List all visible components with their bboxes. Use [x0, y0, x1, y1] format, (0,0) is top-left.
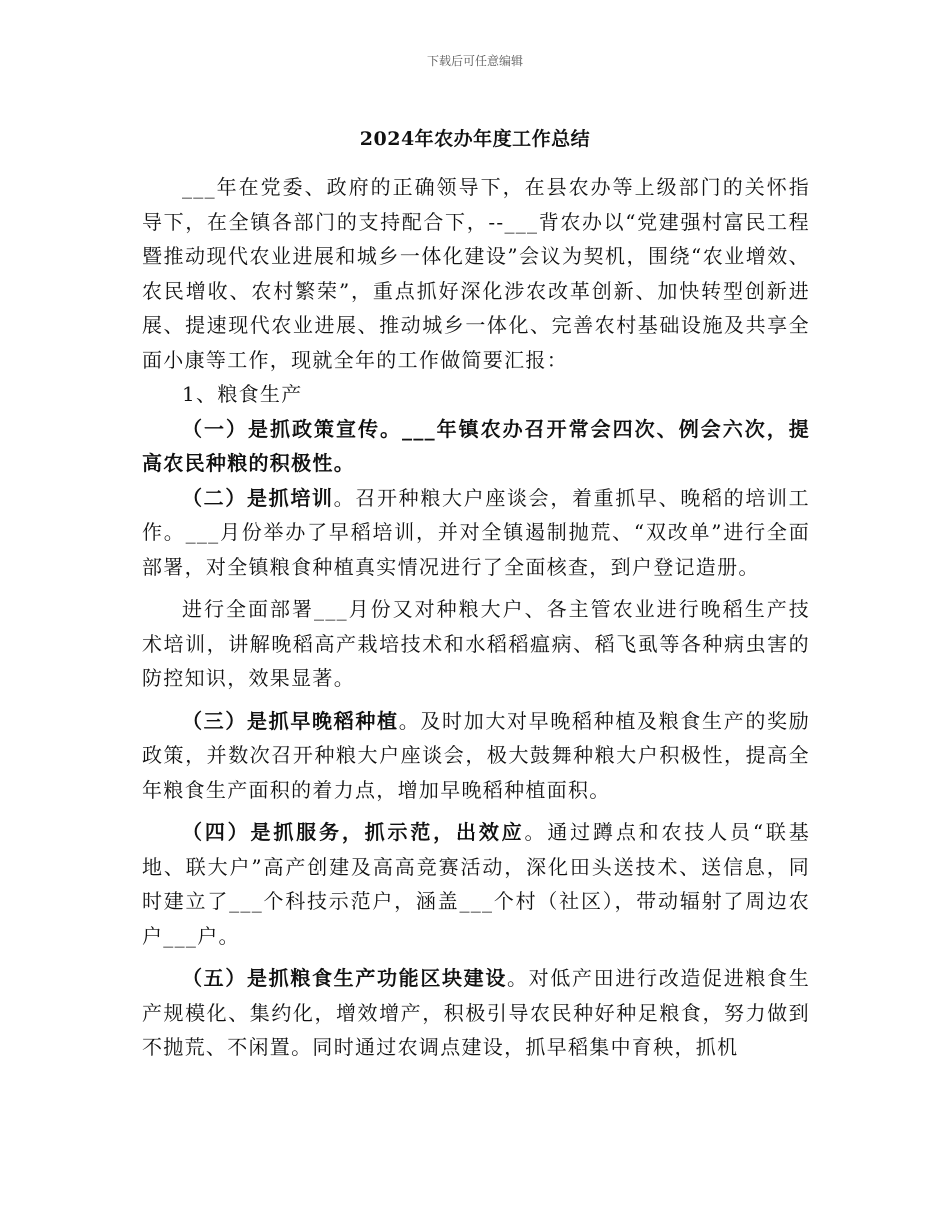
item-text: 。对低产田进行改造促进粮食生产规模化、集约化，增效增产，积极引导农民种好种足粮食，努力做到不抛荒、不闲置。同时通过农调点建设，抓早稻集中育秧，抓机 [142, 966, 810, 1059]
item-training-continued: 进行全面部署___月份又对种粮大户、各主管农业进行晚稻生产技术培训，讲解晚稻高产栽培技术和水稻稻瘟病、稻飞虱等各种病虫害的防控知识，效果显著。 [142, 597, 810, 690]
item-text: 。及时加大对早晚稻种植及粮食生产的奖励政策，并数次召开种粮大户座谈会，极大鼓舞种粮大户积极性，提高全年粮食生产面积的着力点，增加早晚稻种植面积。 [142, 708, 811, 802]
document-body [142, 170, 810, 1065]
item-lead: （一）是抓政策宣传。 [182, 416, 403, 441]
item-text: 。通过蹲点和农技人员“联基地、联大户”高产创建及高高竞赛活动，深化田头送技术、送信息，同时建立了___个科技示范户，涵盖___个村（社区），带动辐射了周边农户___户。 [142, 820, 811, 948]
item-rice-planting [142, 704, 810, 808]
item-lead: （三）是抓早晚稻种植 [182, 708, 399, 733]
item-policy-promotion [142, 412, 810, 481]
item-training [142, 481, 810, 585]
intro-paragraph: ___年在党委、政府的正确领导下，在县农办等上级部门的关怀指导下，在全镇各部门的支持配合下，--___背农办以“党建强村富民工程暨推动现代农业进展和城乡一体化建设”会议为契机，围绕“农业增效、农民增收、农村繁荣”，重点抓好深化涉农改革创新、加快转型创新进展、提速现代农业进展、推动城乡一体化、完善农村基础设施及共享全面小康等工作，现就全年的工作做简要汇报： [142, 175, 810, 372]
item-lead: （四）是抓服务，抓示范，出效应 [182, 820, 525, 844]
section-heading-grain-production: 1、粮食生产 [182, 382, 303, 406]
item-text: ___年镇农办召开常会四次、例会六次，提高农民种粮的积极性。 [142, 416, 811, 475]
item-text: 。召开种粮大户座谈会，着重抓早、晚稻的培训工作。___月份举办了早稻培训，并对全镇遏制抛荒、“双改单”进行全面部署，对全镇粮食种植真实情况进行了全面核查，到户登记造册。 [142, 485, 810, 579]
item-lead: （二）是抓培训 [182, 485, 334, 510]
document-title: 2024年农办年度工作总结 [359, 128, 591, 150]
header-note: 下载后可任意编辑 [426, 54, 523, 68]
item-functional-zone [142, 961, 810, 1065]
item-service-demonstration [142, 815, 810, 953]
item-lead: （五）是抓粮食生产功能区块建设 [182, 966, 508, 990]
